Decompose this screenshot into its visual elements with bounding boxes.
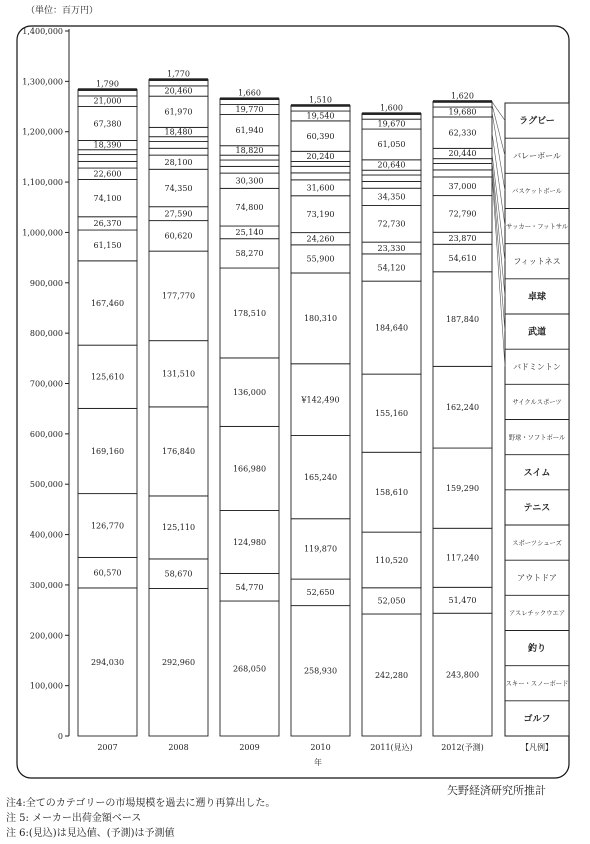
bar-segment bbox=[78, 155, 137, 162]
legend-item: バスケットボール bbox=[512, 188, 562, 196]
segment-label: 268,050 bbox=[232, 664, 267, 674]
segment-label: 294,030 bbox=[90, 657, 125, 667]
segment-label: 67,380 bbox=[93, 119, 122, 129]
segment-label: 31,600 bbox=[306, 183, 335, 193]
bar-top-edge bbox=[78, 88, 137, 90]
segment-label: 165,240 bbox=[303, 472, 338, 482]
legend-item: 野球・ソフトボール bbox=[508, 434, 566, 442]
bar-segment bbox=[362, 170, 421, 175]
segment-label: 54,120 bbox=[377, 263, 406, 273]
bar-segment bbox=[220, 166, 279, 173]
y-tick-label: 400,000 bbox=[29, 530, 63, 540]
legend-item: スポーツシューズ bbox=[512, 539, 562, 547]
y-tick-label: 200,000 bbox=[29, 631, 63, 641]
segment-label: 74,350 bbox=[164, 183, 193, 193]
bar-top-edge bbox=[149, 78, 208, 80]
segment-label: 1,600 bbox=[380, 103, 403, 113]
segment-label: 258,930 bbox=[303, 666, 338, 676]
bar-top-edge bbox=[291, 104, 350, 106]
segment-label: 19,670 bbox=[377, 119, 406, 129]
legend-item: ゴルフ bbox=[523, 714, 551, 725]
bar-segment bbox=[149, 137, 208, 142]
bar-segment bbox=[149, 142, 208, 149]
bar-stack bbox=[433, 91, 492, 736]
segment-label: 26,370 bbox=[93, 219, 122, 229]
segment-label: 72,790 bbox=[448, 209, 477, 219]
segment-label: 292,960 bbox=[161, 658, 196, 668]
segment-label: 158,610 bbox=[374, 487, 409, 497]
segment-label: 159,290 bbox=[445, 483, 480, 493]
segment-label: 162,240 bbox=[445, 403, 480, 413]
legend-connector bbox=[492, 153, 505, 261]
legend-item: アウトドア bbox=[517, 573, 557, 583]
y-tick-label: 600,000 bbox=[29, 429, 63, 439]
segment-label: 72,730 bbox=[377, 219, 406, 229]
segment-label: 176,840 bbox=[161, 447, 196, 457]
segment-label: 131,510 bbox=[161, 369, 196, 379]
legend-item: アスレチックウエア bbox=[508, 610, 566, 618]
segment-label: 1,790 bbox=[96, 79, 119, 89]
segment-label: 117,240 bbox=[445, 553, 480, 563]
segment-label: 23,330 bbox=[377, 243, 406, 253]
legend-item: サッカー・フットサル bbox=[505, 223, 569, 231]
legend-item: フィットネス bbox=[513, 257, 561, 267]
legend-item: ラグビー bbox=[519, 116, 555, 127]
segment-label: 61,970 bbox=[164, 107, 193, 117]
legend-item: バドミントン bbox=[513, 362, 561, 372]
legend-connector bbox=[492, 173, 505, 366]
unit-note: （単位：百万円） bbox=[26, 6, 99, 16]
segment-label: 1,510 bbox=[309, 95, 332, 105]
segment-label: 180,310 bbox=[303, 314, 338, 324]
bar-top-edge bbox=[220, 97, 279, 99]
bar-segment bbox=[433, 163, 492, 169]
segment-label: 23,870 bbox=[448, 234, 477, 244]
segment-label: 58,270 bbox=[235, 249, 264, 259]
legend-item: 卓球 bbox=[527, 292, 547, 303]
x-tick-label: 2007 bbox=[97, 743, 118, 752]
segment-label: 136,000 bbox=[232, 387, 267, 397]
segment-label: 60,620 bbox=[164, 231, 193, 241]
segment-label: 20,240 bbox=[306, 151, 335, 161]
segment-label: 126,770 bbox=[90, 521, 125, 531]
segment-label: 167,460 bbox=[90, 298, 125, 308]
y-tick-label: 100,000 bbox=[29, 681, 63, 691]
segment-label: 58,670 bbox=[164, 569, 193, 579]
segment-label: 34,350 bbox=[377, 192, 406, 202]
legend-item: テニス bbox=[523, 503, 551, 514]
x-tick-label: 2008 bbox=[168, 743, 189, 752]
bar-segment bbox=[433, 159, 492, 164]
segment-label: 1,770 bbox=[167, 69, 190, 79]
segment-label: 20,460 bbox=[164, 86, 193, 96]
segment-label: 24,260 bbox=[306, 234, 335, 244]
segment-label: ¥142,490 bbox=[301, 395, 340, 405]
segment-label: 73,190 bbox=[306, 209, 335, 219]
bar-segment bbox=[362, 175, 421, 181]
legend-item: 釣り bbox=[527, 644, 547, 655]
segment-label: 18,480 bbox=[164, 127, 193, 137]
legend-item: スキー・スノーボード bbox=[505, 680, 569, 688]
y-tick-label: 0 bbox=[57, 732, 63, 741]
segment-label: 178,510 bbox=[232, 308, 267, 318]
segment-label: 19,770 bbox=[235, 104, 264, 114]
segment-label: 30,300 bbox=[235, 176, 264, 186]
segment-label: 52,650 bbox=[306, 588, 335, 598]
bar-segment bbox=[78, 150, 137, 155]
segment-label: 60,570 bbox=[93, 568, 122, 578]
y-tick-label: 1,400,000 bbox=[22, 27, 63, 36]
bar-segment bbox=[78, 161, 137, 168]
segment-label: 28,100 bbox=[164, 157, 193, 167]
bar-stack bbox=[78, 79, 137, 736]
segment-label: 242,280 bbox=[374, 670, 409, 680]
legend-connector bbox=[492, 167, 505, 332]
y-tick-label: 1,300,000 bbox=[22, 77, 63, 87]
segment-label: 61,940 bbox=[235, 125, 264, 135]
segment-label: 177,770 bbox=[161, 291, 196, 301]
bar-segment bbox=[362, 114, 421, 119]
segment-label: 18,390 bbox=[93, 140, 122, 150]
y-tick-label: 700,000 bbox=[29, 379, 63, 389]
segment-label: 124,980 bbox=[232, 537, 267, 547]
segment-label: 61,150 bbox=[93, 241, 122, 251]
bar-segment bbox=[220, 99, 279, 104]
segment-label: 19,540 bbox=[306, 111, 335, 121]
y-tick-label: 300,000 bbox=[29, 580, 63, 590]
bar-segment bbox=[291, 173, 350, 180]
segment-label: 1,620 bbox=[451, 91, 474, 101]
bar-segment bbox=[291, 106, 350, 111]
legend-layer bbox=[492, 102, 569, 752]
x-tick-label: 2009 bbox=[239, 743, 260, 752]
y-tick-label: 1,100,000 bbox=[22, 178, 63, 188]
segment-label: 20,440 bbox=[448, 148, 477, 158]
bar-segment bbox=[78, 90, 137, 96]
segment-label: 51,470 bbox=[448, 596, 477, 606]
segment-label: 19,680 bbox=[448, 107, 477, 117]
segment-label: 1,660 bbox=[238, 88, 261, 98]
bar-segment bbox=[291, 166, 350, 173]
y-tick-label: 1,200,000 bbox=[22, 127, 63, 137]
segment-label: 18,820 bbox=[235, 145, 264, 155]
bar-segment bbox=[220, 160, 279, 166]
segment-label: 74,800 bbox=[235, 202, 264, 212]
bar-stack bbox=[149, 70, 208, 736]
y-tick-label: 500,000 bbox=[29, 480, 63, 490]
segment-label: 27,590 bbox=[164, 209, 193, 219]
y-tick-label: 900,000 bbox=[29, 278, 63, 288]
segment-label: 54,770 bbox=[235, 583, 264, 593]
notes-block bbox=[6, 796, 275, 841]
bar-stack bbox=[220, 89, 279, 736]
segment-label: 187,840 bbox=[445, 314, 480, 324]
y-tick-label: 800,000 bbox=[29, 329, 63, 339]
x-tick-label: 2011(見込) bbox=[370, 743, 413, 752]
bar-segment bbox=[433, 102, 492, 107]
bar-stack bbox=[291, 95, 350, 736]
bar-segment bbox=[220, 155, 279, 160]
legend-item: サイクルスポーツ bbox=[512, 399, 562, 407]
segment-label: 22,600 bbox=[93, 169, 122, 179]
segment-label: 110,520 bbox=[374, 555, 409, 565]
note-line: 注 5: メーカー出荷金額ベース bbox=[6, 813, 142, 824]
legend-item: バレーボール bbox=[513, 151, 561, 161]
legend-title: 【凡例】 bbox=[521, 743, 553, 752]
x-tick-label: 2012(予測) bbox=[441, 743, 484, 752]
bar-segment bbox=[149, 148, 208, 155]
segment-label: 155,160 bbox=[374, 408, 409, 418]
segment-label: 125,610 bbox=[90, 372, 125, 382]
segment-label: 52,050 bbox=[377, 596, 406, 606]
bar-segment bbox=[149, 80, 208, 85]
source-credit: 矢野経済研究所推計 bbox=[447, 784, 546, 797]
segment-label: 184,640 bbox=[374, 323, 409, 333]
bar-top-edge bbox=[433, 100, 492, 102]
bar-stack bbox=[362, 104, 421, 736]
segment-label: 61,050 bbox=[377, 140, 406, 150]
x-axis-label: 年 bbox=[314, 758, 322, 767]
segment-label: 74,100 bbox=[93, 193, 122, 203]
segment-label: 119,870 bbox=[303, 544, 338, 554]
segment-label: 62,330 bbox=[448, 128, 477, 138]
segment-label: 166,980 bbox=[232, 464, 267, 474]
segment-label: 54,610 bbox=[448, 253, 477, 263]
segment-label: 243,800 bbox=[445, 670, 480, 680]
segment-label: 125,110 bbox=[161, 523, 196, 533]
legend-item: 武道 bbox=[527, 327, 547, 338]
segment-label: 37,000 bbox=[448, 182, 477, 192]
y-tick-label: 1,000,000 bbox=[22, 228, 63, 238]
x-tick-label: 2010 bbox=[310, 743, 331, 752]
segment-label: 169,160 bbox=[90, 446, 125, 456]
bar-top-edge bbox=[362, 112, 421, 114]
bar-segment bbox=[362, 181, 421, 188]
note-line: 注 6:(見込)は見込値、(予測)は予測値 bbox=[6, 828, 175, 839]
bars-layer bbox=[78, 70, 492, 736]
segment-label: 55,900 bbox=[306, 254, 335, 264]
note-line: 注4:全てのカテゴリーの市場規模を過去に遡り再算出した。 bbox=[6, 798, 276, 809]
bar-segment bbox=[433, 170, 492, 177]
segment-label: 25,140 bbox=[235, 228, 264, 238]
segment-label: 20,640 bbox=[377, 160, 406, 170]
segment-label: 21,000 bbox=[93, 96, 122, 106]
segment-label: 60,390 bbox=[306, 131, 335, 141]
bar-segment bbox=[291, 161, 350, 166]
legend-item: スイム bbox=[523, 468, 551, 479]
